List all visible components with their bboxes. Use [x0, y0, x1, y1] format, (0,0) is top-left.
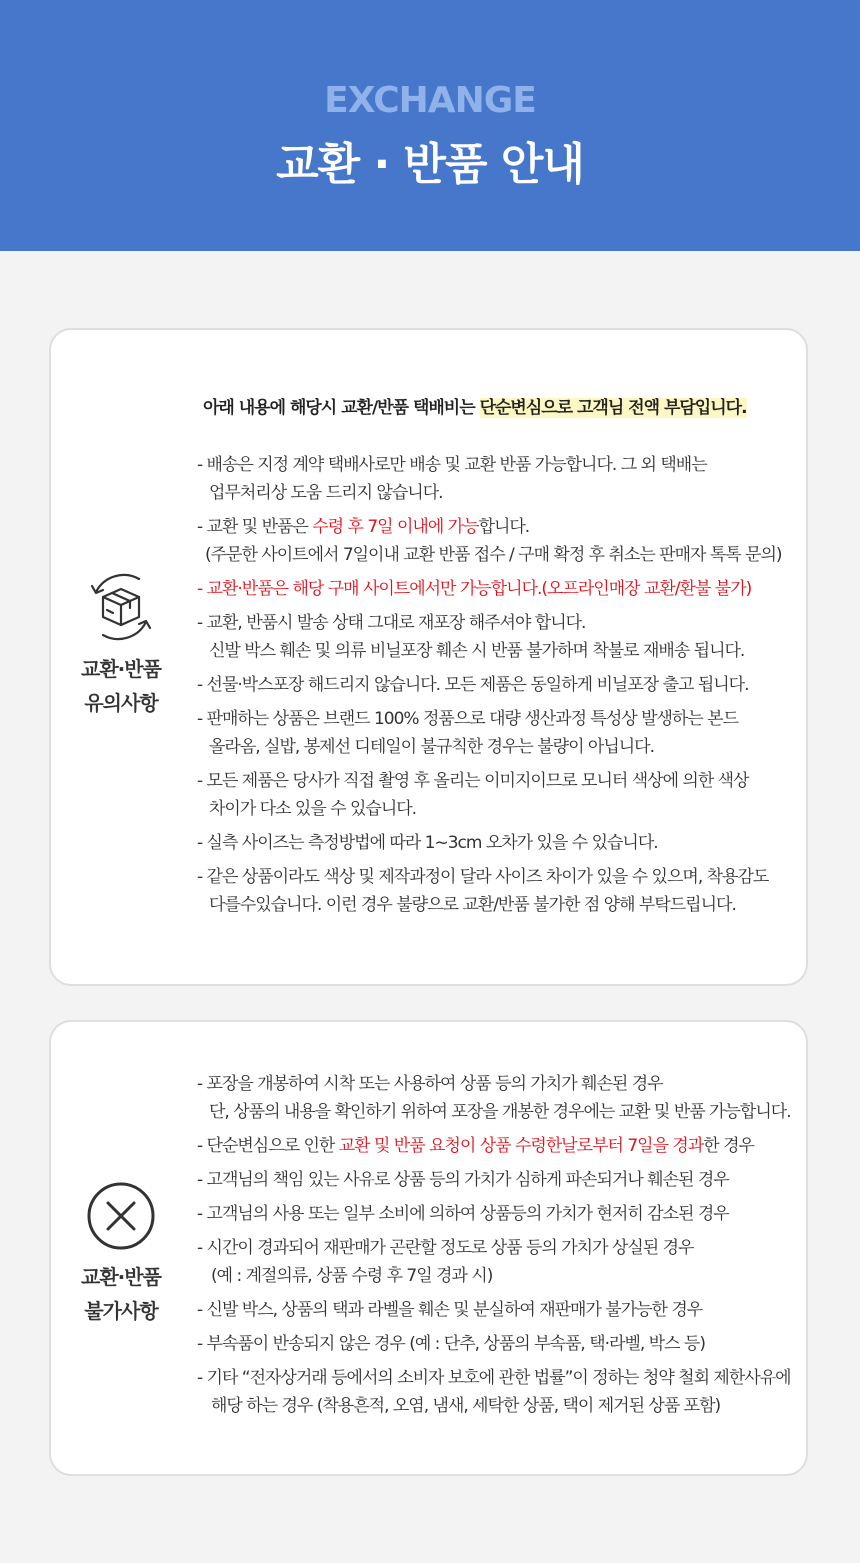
notice-item — [197, 609, 797, 665]
notice-side — [51, 570, 191, 720]
notice-item-text: - 교환, 반품시 발송 상태 그대로 재포장 해주셔야 합니다. — [197, 613, 586, 633]
impossible-item-text: - 시간이 경과되어 재판매가 곤란할 정도로 상품 등의 가치가 상실된 경우 — [197, 1238, 694, 1258]
impossible-item-text — [197, 1132, 797, 1160]
impossible-item-red: 교환 및 반품 요청이 상품 수령한날로부터 7일을 경과 — [338, 1136, 704, 1156]
notice-lead-highlight: 단순변심으로 고객님 전액 부담입니다. — [479, 398, 747, 418]
impossible-item-text: - 고객님의 사용 또는 일부 소비에 의하여 상품등의 가치가 현저히 감소된 경우 — [197, 1204, 729, 1224]
impossible-item-text: - 기타 “전자상거래 등에서의 소비자 보호에 관한 법률”이 정하는 청약 철회 제한사유에 — [197, 1368, 791, 1388]
impossible-card — [49, 1020, 808, 1476]
notice-item-text: 올라옴, 실밥, 봉제선 디테일이 불규칙한 경우는 불량이 아닙니다. — [209, 737, 655, 757]
notice-item-text: 차이가 다소 있을 수 있습니다. — [209, 799, 417, 819]
notice-content — [197, 394, 797, 925]
impossible-item-text: - 포장을 개봉하여 시착 또는 사용하여 상품 등의 가치가 훼손된 경우 — [197, 1074, 663, 1094]
impossible-item-pre: - 단순변심으로 인한 — [197, 1136, 339, 1156]
notice-item-text: - 선물·박스포장 해드리지 않습니다. 모든 제품은 동일하게 비닐포장 출고 됩니다. — [197, 675, 749, 695]
impossible-item-text: - 부속품이 반송되지 않은 경우 (예 : 단추, 상품의 부속품, 택·라벨, 박스 등) — [197, 1334, 705, 1354]
notice-item-red: - 교환·반품은 해당 구매 사이트에서만 가능합니다.(오프라인매장 교환/환불 불가) — [197, 579, 752, 599]
notice-item-red: 수령 후 7일 이내에 가능 — [312, 517, 479, 537]
notice-item-text: - 같은 상품이라도 색상 및 제작과정이 달라 사이즈 차이가 있을 수 있으며, 착용감도 — [197, 867, 769, 887]
notice-item-post: 합니다. — [478, 517, 530, 537]
notice-item — [197, 575, 797, 603]
notice-item-pre: - 교환 및 반품은 — [197, 517, 313, 537]
impossible-item — [197, 1132, 797, 1160]
notice-item-text: 신발 박스 훼손 및 의류 비닐포장 훼손 시 반품 불가하며 착불로 재배송 됩니다. — [209, 641, 745, 661]
impossible-item-text: - 신발 박스, 상품의 택과 라벨을 훼손 및 분실하여 재판매가 불가능한 경우 — [197, 1300, 703, 1320]
notice-card — [49, 328, 808, 986]
impossible-label-line1: 교환·반품 — [81, 1265, 161, 1289]
header-eng-title: EXCHANGE — [324, 80, 536, 121]
notice-item — [197, 829, 797, 857]
notice-label-line2: 유의사항 — [84, 691, 158, 715]
impossible-item-text: (예 : 계절의류, 상품 수령 후 7일 경과 시) — [211, 1266, 493, 1286]
notice-lead-prefix: 아래 내용에 해당시 교환/반품 택배비는 — [203, 398, 480, 418]
notice-item-text: - 실측 사이즈는 측정방법에 따라 1~3cm 오차가 있을 수 있습니다. — [197, 833, 658, 853]
impossible-item-text: 단, 상품의 내용을 확인하기 위하여 포장을 개봉한 경우에는 교환 및 반품 가능합니다. — [209, 1102, 791, 1122]
notice-item — [197, 705, 797, 761]
notice-item — [197, 513, 797, 569]
notice-item-text: 업무처리상 도움 드리지 않습니다. — [209, 483, 443, 503]
notice-item-text — [197, 513, 797, 541]
impossible-item — [197, 1166, 797, 1194]
impossible-item-text: - 고객님의 책임 있는 사유로 상품 등의 가치가 심하게 파손되거나 훼손된 경우 — [197, 1170, 729, 1190]
notice-item-text: - 모든 제품은 당사가 직접 촬영 후 올리는 이미지이므로 모니터 색상에 의한 색상 — [197, 771, 749, 791]
page-header — [0, 0, 860, 251]
notice-item — [197, 671, 797, 699]
header-kor-title: 교환 · 반품 안내 — [276, 139, 584, 190]
notice-item-text: - 배송은 지정 계약 택배사로만 배송 및 교환 반품 가능합니다. 그 외 택배는 — [197, 455, 707, 475]
impossible-item — [197, 1200, 797, 1228]
notice-item — [197, 451, 797, 507]
impossible-item — [197, 1364, 797, 1420]
impossible-content — [197, 1070, 797, 1426]
impossible-item — [197, 1070, 797, 1126]
impossible-item — [197, 1330, 797, 1358]
notice-lead — [197, 394, 797, 422]
impossible-item — [197, 1296, 797, 1324]
impossible-item — [197, 1234, 797, 1290]
box-return-icon — [84, 570, 158, 644]
impossible-item-post: 한 경우 — [703, 1136, 754, 1156]
circle-x-icon — [85, 1180, 157, 1252]
impossible-label-line2: 불가사항 — [84, 1299, 158, 1323]
notice-item-text: - 판매하는 상품은 브랜드 100% 정품으로 대량 생산과정 특성상 발생하는 본드 — [197, 709, 739, 729]
notice-item-text: (주문한 사이트에서 7일이내 교환 반품 접수 / 구매 확정 후 취소는 판매자 톡톡 문의) — [205, 545, 782, 565]
notice-item-text: 다를수있습니다. 이런 경우 불량으로 교환/반품 불가한 점 양해 부탁드립니다. — [209, 895, 736, 915]
notice-label-line1: 교환·반품 — [81, 657, 161, 681]
impossible-item-text: 해당 하는 경우 (착용흔적, 오염, 냄새, 세탁한 상품, 택이 제거된 상품 포함) — [211, 1396, 721, 1416]
notice-item — [197, 767, 797, 823]
impossible-side — [51, 1180, 191, 1328]
notice-item — [197, 863, 797, 919]
